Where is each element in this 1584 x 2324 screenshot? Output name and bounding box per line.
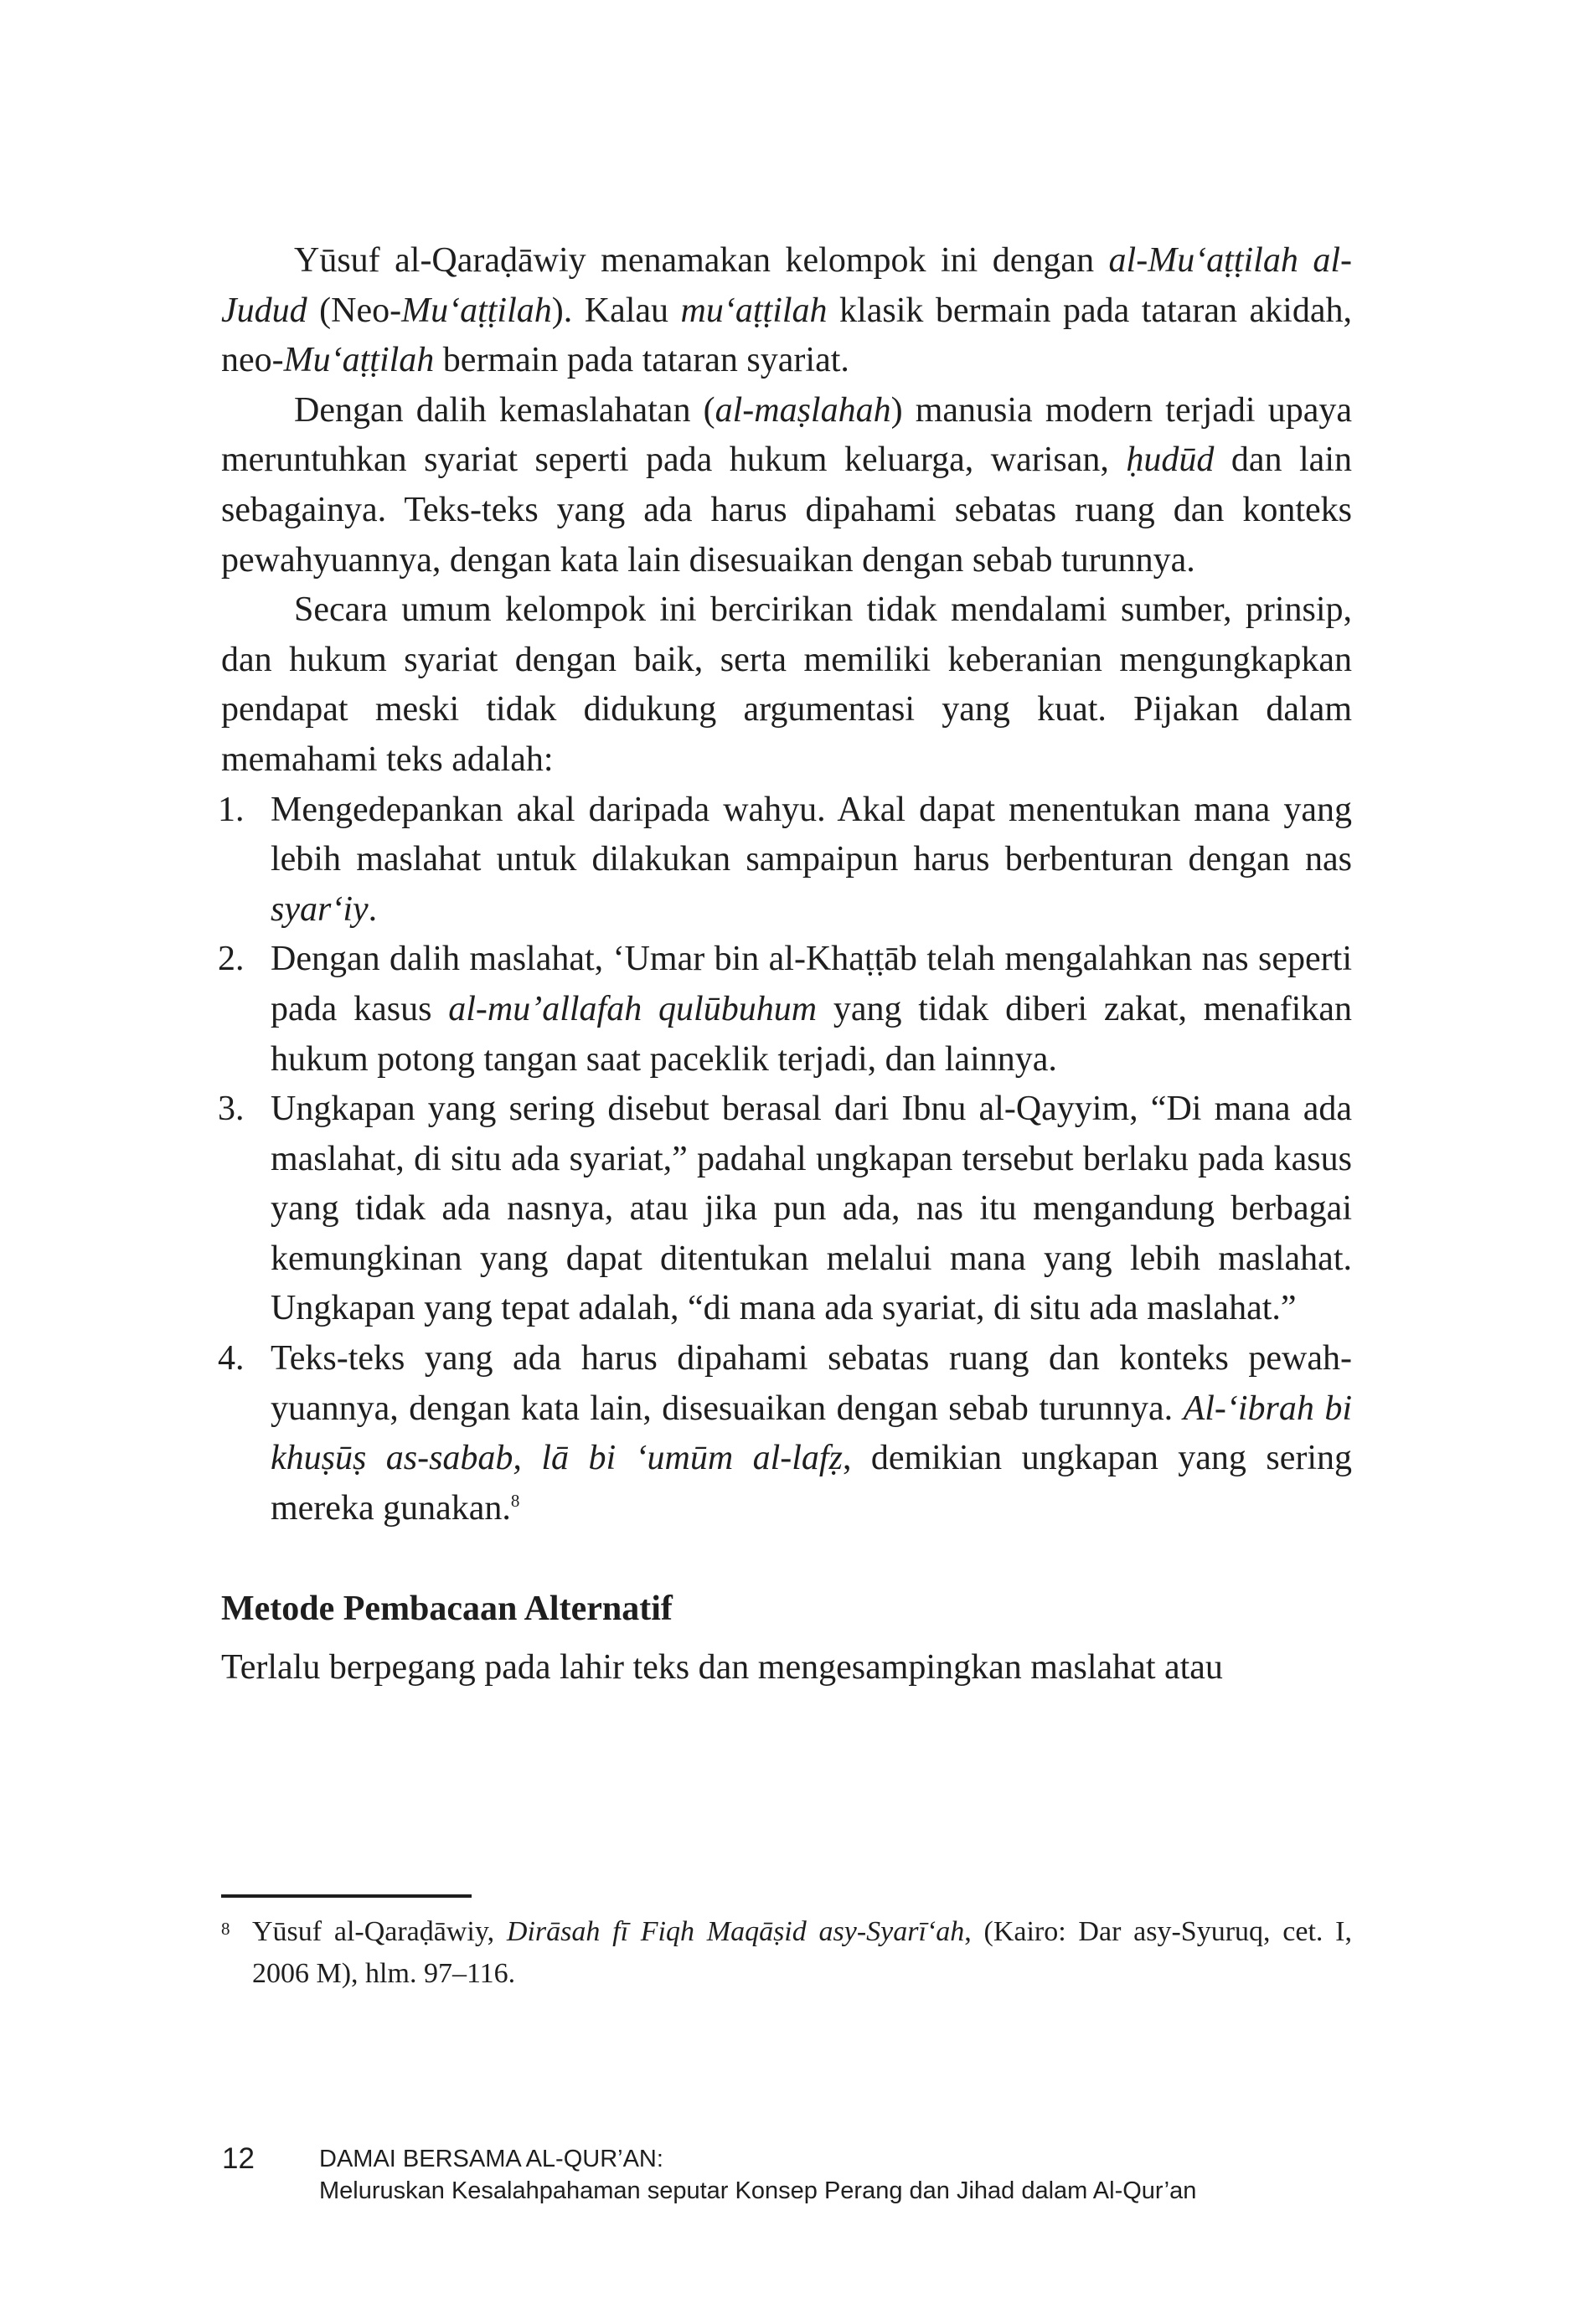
text-run: Yūsuf al-Qaraḍāwiy menamakan kelompok ini dengan [294, 241, 1109, 280]
text-run: Mengedepankan akal daripada wahyu. Akal dapat menentukan mana yang lebih maslahat untuk dilakukan sampaipun harus berbenturan dengan nas [271, 790, 1352, 879]
text-run: Secara umum kelompok ini bercirikan tidak mendalami sumber, prinsip, dan hukum syariat dengan baik, serta memiliki keberanian mengungkapkan pendapat meski tidak didukung argumentasi yang kuat. Pijakan dalam memahami teks adalah: [221, 590, 1352, 779]
text-run: yang tidak diberi zakat, menafikan hukum potong tangan saat paceklik terjadi, dan lainnya. [271, 989, 1352, 1079]
footnote-text [252, 1916, 1352, 1989]
text-run: Dengan dalih maslahat, ‘Umar bin al-Khaṭṭāb telah mengalahkan nas seperti pada kasus [271, 940, 1352, 1028]
list-number: 4. [218, 1339, 245, 1378]
text-run: dan lain sebagainya. Teks-teks yang ada harus dipahami sebatas ruang dan konteks pewahyuannya, dengan kata lain disesuaikan dengan sebab turunnya. [221, 441, 1352, 580]
italic-text: ḥudūd [1126, 441, 1215, 480]
text-run: Ungkapan yang sering disebut berasal dari Ibnu al-Qayyim, “Di mana ada maslahat, di situ ada syariat,” padahal ungkapan tersebut berlaku pada kasus yang tidak ada nasnya, atau jika pun ada, nas itu mengandung berbagai kemungkinan yang dapat ditentukan melalui mana yang lebih maslahat. Ungkapan yang tepat adalah, “di mana ada syariat, di situ ada maslahat.” [271, 1090, 1352, 1328]
text-run: ). Kalau [551, 291, 681, 330]
list-item-text [271, 1339, 1352, 1528]
paragraph [221, 236, 1352, 386]
italic-text: al-mu’allafah qulūbuhum [448, 989, 818, 1028]
paragraph [221, 386, 1352, 585]
italic-text: Mu‘aṭṭilah [401, 291, 552, 330]
italic-text: al-maṣlahah [715, 390, 891, 430]
paragraph [221, 585, 1352, 785]
list-item [218, 1085, 1352, 1334]
list-item [218, 1334, 1352, 1533]
page-body [218, 236, 1353, 1693]
text-run: , demikian ungkapan yang sering mereka gunakan. [271, 1439, 1352, 1528]
numbered-list [218, 786, 1352, 1534]
running-subtitle: Meluruskan Kesalahpahaman seputar Konsep Perang dan Jihad dalam Al-Qur’an [319, 2177, 1197, 2204]
text-run: klasik bermain pada tataran akidah, neo- [221, 291, 1352, 380]
footnote [221, 1911, 1352, 1995]
italic-text: Al-‘ibrah bi khuṣūṣ as-sabab, lā bi ‘umūm al-lafẓ [271, 1389, 1352, 1478]
list-number: 1. [218, 790, 245, 829]
paragraph: Terlalu berpegang pada lahir teks dan mengesampingkan maslahat atau [221, 1648, 1223, 1688]
text-run: Teks-teks yang ada harus dipahami sebatas ruang dan konteks pewahyuannya, dengan kata lain, disesuaikan dengan sebab turunnya. [271, 1339, 1352, 1428]
text-run: bermain pada tataran syariat. [434, 341, 849, 380]
list-item [218, 786, 1352, 935]
text-run: , (Kairo: Dar asy-Syuruq, cet. I, 2006 M), hlm. 97–116. [252, 1916, 1352, 1989]
running-title: DAMAI BERSAMA AL-QUR’AN: [319, 2146, 663, 2172]
page-number: 12 [222, 2142, 255, 2175]
list-item-text [271, 940, 1352, 1078]
text-run: Yūsuf al-Qaraḍāwiy, [252, 1916, 507, 1947]
section-heading: Metode Pembacaan Alternatif [221, 1590, 673, 1629]
text-run: . [368, 889, 378, 929]
italic-text: Mu‘aṭṭilah [283, 341, 435, 380]
italic-text: syar‘iy [271, 889, 369, 929]
text-run: (Neo- [307, 291, 402, 330]
footnote-marker: 8 [221, 1919, 230, 1939]
list-number: 2. [218, 940, 245, 979]
list-item [218, 935, 1352, 1085]
list-item-text [271, 791, 1352, 929]
italic-text: al-Mu‘aṭṭilah al-Judud [221, 241, 1352, 330]
footnote-reference: 8 [510, 1490, 520, 1511]
text-run: ) manusia modern terjadi upaya meruntuhkan syariat seperti pada hukum keluarga, warisan, [221, 390, 1353, 480]
italic-text: Dirāsah fī Fiqh Maqāṣid asy-Syarī‘ah [506, 1916, 965, 1947]
list-item-text [271, 1090, 1352, 1327]
footnote-divider [221, 1894, 472, 1898]
text-run: Dengan dalih kemaslahatan ( [294, 390, 715, 430]
italic-text: mu‘aṭṭilah [680, 291, 828, 330]
list-number: 3. [218, 1090, 245, 1129]
